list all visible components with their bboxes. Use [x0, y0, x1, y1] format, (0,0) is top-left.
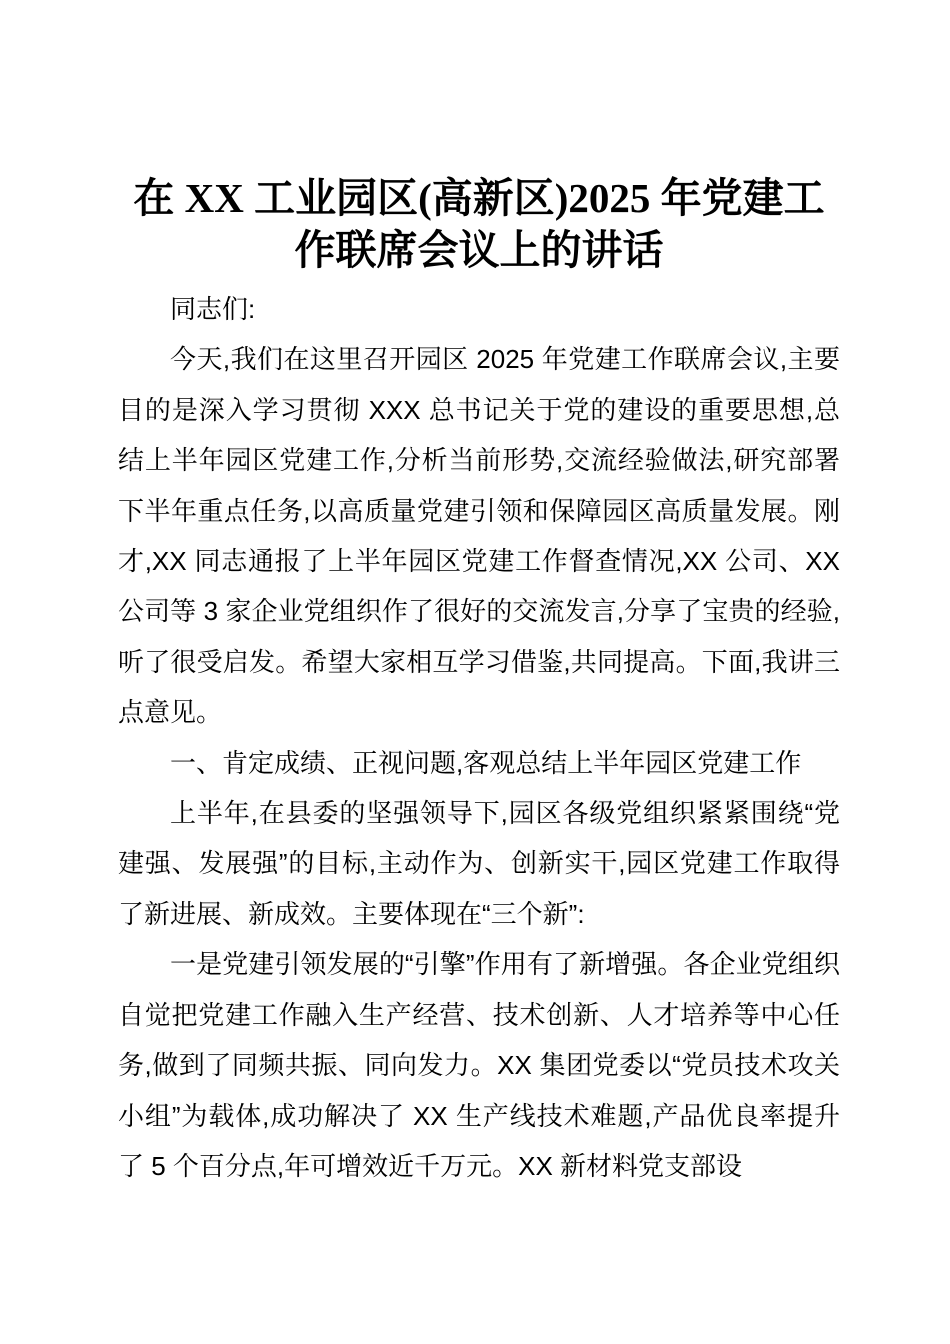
paragraph-point-1: 一是党建引领发展的“引擎”作用有了新增强。各企业党组织自觉把党建工作融入生产经营、技术创新、人才培养等中心任务,做到了同频共振、同向发力。XX 集团党委以“党员技术攻关小组”为载体,成功解决了 XX 生产线技术难题,产品优良率提升了 5 个百分点,年可增效近千万元。XX 新材料党支部设 [118, 949, 840, 1181]
section-heading-1: 一、肯定成绩、正视问题,客观总结上半年园区党建工作 [170, 747, 802, 778]
title-line-1: 在 XX 工业园区(高新区)2025 年党建工 [133, 175, 825, 221]
salutation: 同志们: [170, 294, 256, 324]
document-body [118, 284, 840, 1191]
paragraph-opening: 今天,我们在这里召开园区 2025 年党建工作联席会议,主要目的是深入学习贯彻 XXX 总书记关于党的建设的重要思想,总结上半年园区党建工作,分析当前形势,交流经验做法,研究部署下半年重点任务,以高质量党建引领和保障园区高质量发展。刚才,XX 同志通报了上半年园区党建工作督查情况,XX 公司、XX 公司等 3 家企业党组织作了很好的交流发言,分享了宝贵的经验,听了很受启发。希望大家相互学习借鉴,共同提高。下面,我讲三点意见。 [118, 344, 840, 728]
document-title [118, 172, 840, 276]
paragraph-overview: 上半年,在县委的坚强领导下,园区各级党组织紧紧围绕“党建强、发展强”的目标,主动作为、创新实干,园区党建工作取得了新进展、新成效。主要体现在“三个新”: [118, 798, 840, 929]
title-line-2: 作联席会议上的讲话 [294, 227, 664, 273]
